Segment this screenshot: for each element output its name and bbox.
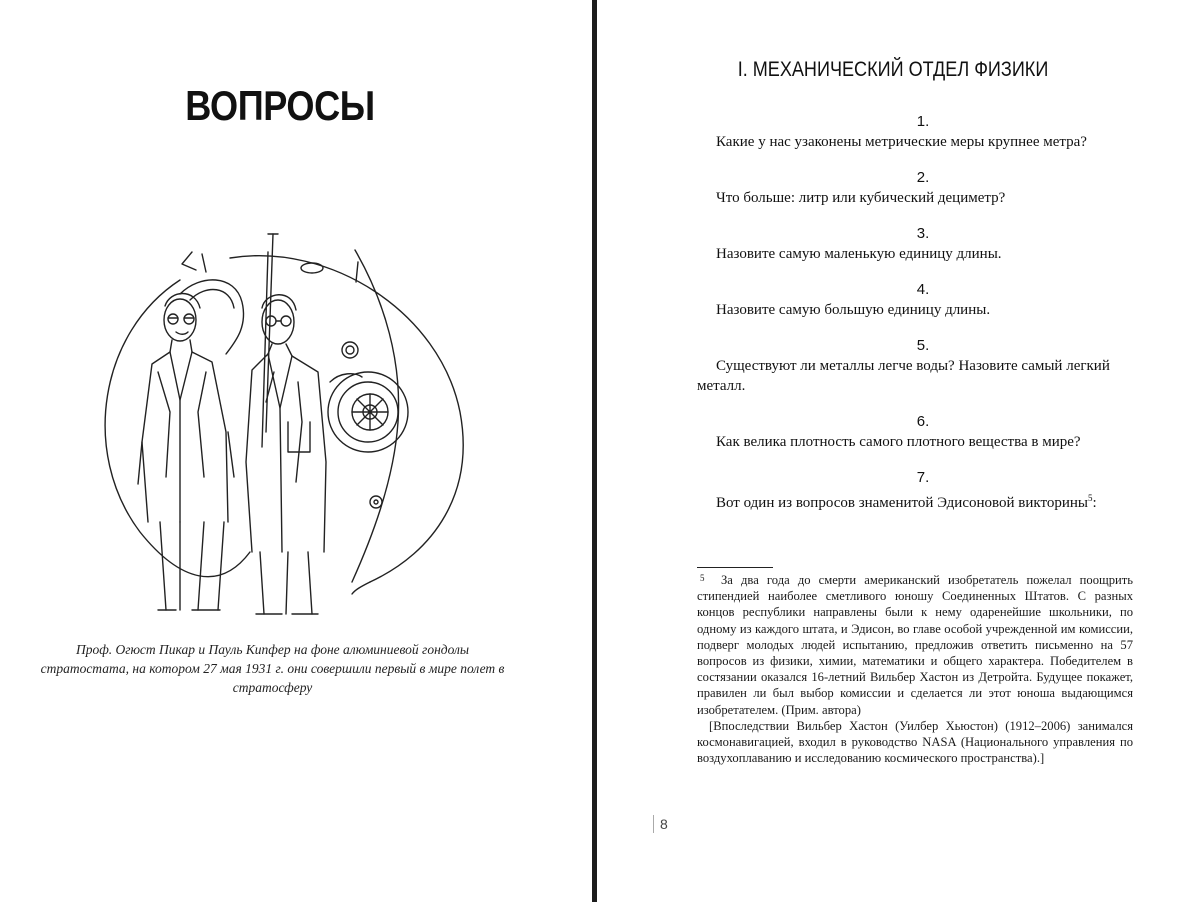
question-text: Какие у нас узаконены метрические меры крупнее метра? xyxy=(716,134,1087,150)
right-page xyxy=(597,0,1186,902)
footnote xyxy=(697,572,1133,766)
question-number: 1. xyxy=(916,113,930,130)
question-number: 7. xyxy=(916,469,930,486)
footnote-mark: 5 xyxy=(700,573,705,583)
question-text: Как велика плотность самого плотного вещества в мире? xyxy=(716,434,1081,450)
question-text-body: Вот один из вопросов знаменитой Эдисоновой викторины xyxy=(716,495,1088,511)
stratostat-gondola-illustration xyxy=(30,222,514,622)
question-text xyxy=(697,488,1149,513)
chapter-title: ВОПРОСЫ xyxy=(185,82,375,129)
left-page xyxy=(0,0,592,902)
footnote-text: За два года до смерти американский изобретатель пожелал поощрить стипендией наиболее сметливого юношу Соединенных Штатов. С разных концов республики направлены были к нему одаренейшие школьники, по одному из каждого штата, и Эдисон, во главе особой учрежденной им комиссии, подверг молодых людей испытанию, предложив ответить письменно на 57 вопросов из физики, химии, математики и общего характера. Победителем в состязании оказался 16-летний Вильбер Хастон из Детройта. Будущее покажет, правилен ли был выбор комиссии и сделается ли этот юноша выдающимся изобретателем. (Прим. автора) xyxy=(697,573,1133,717)
question-list xyxy=(697,108,1149,529)
footnote-divider xyxy=(697,567,773,568)
question-number: 3. xyxy=(916,225,930,242)
question-number: 6. xyxy=(916,413,930,430)
page-number: 8 xyxy=(653,815,668,833)
section-title: I. МЕХАНИЧЕСКИЙ ОТДЕЛ ФИЗИКИ xyxy=(737,58,1049,81)
question-number: 5. xyxy=(916,337,930,354)
illustration-caption: Проф. Огюст Пикар и Пауль Кипфер на фоне алюминиевой гондолы стратостата, на котором 27 мая 1931 г. они совершили первый в мире полет в стратосферу xyxy=(40,642,505,695)
footnote-editor-note: [Впоследствии Вильбер Хастон (Уилбер Хьюстон) (1912–2006) занимался космонавигацией, входил в руководство NASA (Национального управления по воздухоплаванию и исследованию космического пространства).] xyxy=(697,718,1133,766)
question-text: Назовите самую большую единицу длины. xyxy=(716,302,991,318)
question-text: Существуют ли металлы легче воды? Назовите самый легкий металл. xyxy=(697,358,1110,394)
question-text-tail: : xyxy=(1092,495,1097,511)
question-text: Назовите самую маленькую единицу длины. xyxy=(716,246,1002,262)
question-number: 4. xyxy=(916,281,930,298)
footnote-reference[interactable]: 5 xyxy=(1087,493,1093,503)
question-number: 2. xyxy=(916,169,930,186)
question-text: Что больше: литр или кубический дециметр? xyxy=(716,190,1006,206)
